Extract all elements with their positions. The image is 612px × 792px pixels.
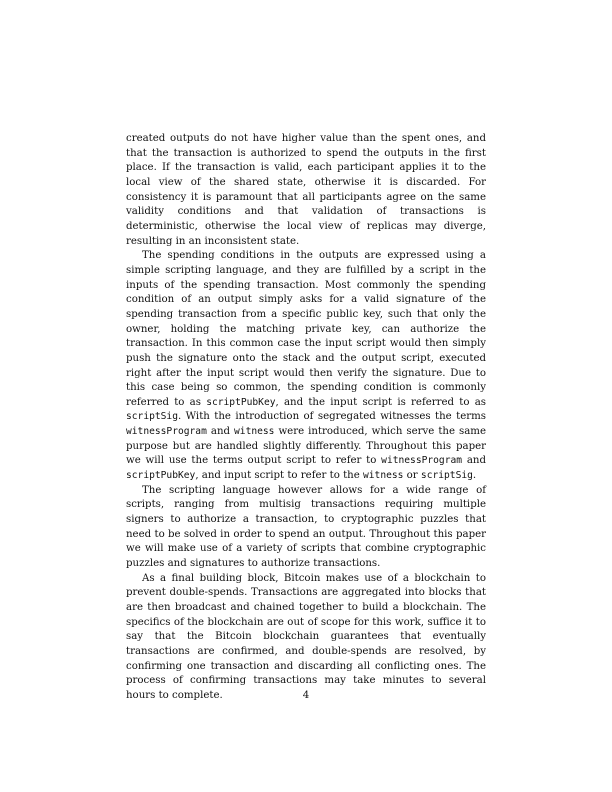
paragraph-text: , and the input script is referred to as xyxy=(275,396,487,408)
body-text xyxy=(126,132,486,704)
code-term: scriptPubKey xyxy=(206,396,276,408)
paragraph-text: . With the introduction of segregated witnesses the terms xyxy=(177,411,486,423)
paragraph-text: and xyxy=(206,426,235,438)
code-term: witness xyxy=(234,426,275,438)
paragraph-text: were introduced, which serve the same purpose but are handled slightly differently. Throughout this paper we will use the terms output script to refer to xyxy=(126,426,486,467)
code-term: witnessProgram xyxy=(126,426,207,438)
paragraph-text: created outputs do not have higher value than the spent ones, and that the transaction is authorized to spend the outputs in the first place. If the transaction is valid, each participant applies it to the local view of the shared state, otherwise it is discarded. For consistency it is paramount that all participants agree on the same validity conditions and that validation of transactions is deterministic, otherwise the local view of replicas may diverge, resulting in an inconsistent state. xyxy=(126,133,486,247)
paragraph-text: The scripting language however allows for a wide range of scripts, ranging from multisig transactions requiring multiple signers to authorize a transaction, to cryptographic puzzles that need to be solved in order to spend an output. Throughout this paper we will make use of a variety of scripts that combine cryptographic puzzles and signatures to authorize transactions. xyxy=(126,484,486,570)
paragraph xyxy=(126,572,486,704)
code-term: scriptSig xyxy=(126,411,178,423)
paragraph-text: . xyxy=(472,470,477,482)
paragraph-text: , and input script to refer to the xyxy=(195,470,363,482)
code-term: scriptSig xyxy=(420,470,473,482)
paragraph-text: or xyxy=(403,470,421,482)
paragraph-text: The spending conditions in the outputs are expressed using a simple scripting language, and they are fulfilled by a script in the inputs of the spending transaction. Most commonly the spending condition of an output simply asks for a valid signature of the spending transaction from a specific public key, such that only the owner, holding the matching private key, can authorize the transaction. In this common case the input script would then simply push the signature onto the stack and the output script, executed right after the input script would then verify the signature. Due to this case being so common, the spending condition is commonly referred to as xyxy=(126,250,486,408)
code-term: witnessProgram xyxy=(381,455,463,467)
paragraph-text: and xyxy=(462,455,486,467)
code-term: witness xyxy=(363,470,404,482)
paragraph xyxy=(126,484,486,572)
paragraph-text: As a final building block, Bitcoin makes use of a blockchain to prevent double-spends. Transactions are aggregated into blocks that are then broadcast and chained together to build a blockchain. The specifics of the blockchain are out of scope for this work, suffice it to say that the Bitcoin blockchain guarantees that eventually transactions are confirmed, and double-spends are resolved, by confirming one transaction and discarding all conflicting ones. The process of confirming transactions may take minutes to several hours to complete. xyxy=(126,572,486,701)
paragraph xyxy=(126,132,486,249)
page-number: 4 xyxy=(302,690,310,701)
paragraph xyxy=(126,249,486,484)
code-term: scriptPubKey xyxy=(126,470,196,482)
